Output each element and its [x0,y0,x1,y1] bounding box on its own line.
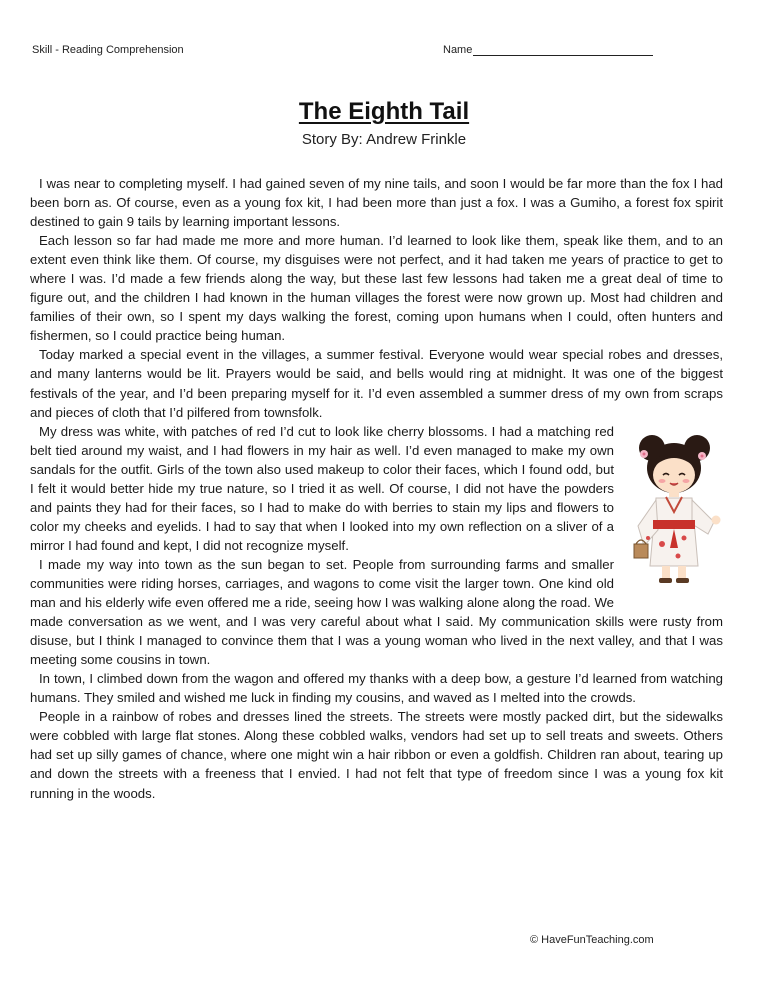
copyright-footer: © HaveFunTeaching.com [530,934,654,946]
girl-illustration [622,426,727,596]
paragraph-5: I made my way into town as the sun began to set. People from surrounding farms and smaller communities were riding horses, carriages, and wagons to come visit the larger town. One kind old man and his elderly wife even offered me a ride, seeing how I was walking alone along the road. We made conversation as we went, and I was very careful about what I said. My communication skills were rusty from disuse, but I think I managed to convince them that I was a young woman who lived in the next valley, and that I was meeting some cousins in town. [30,556,723,668]
paragraph-2: Each lesson so far had made me more and more human. I’d learned to look like them, speak like them, and to an extent even think like them. Of course, my disguises were not perfect, and it had taken me years of practice to get to where I was. I’d made a few friends along the way, but these last few lessons had taken me a great deal of time to figure out, and the children I had known in the human villages the forest were now grown up. Most had children and families of their own, so I spent my days walking the forest, coming upon humans when I could, often hunters and fishermen, so I could practice being human. [30,233,723,344]
name-blank-line[interactable] [473,44,653,56]
name-field [443,44,653,56]
paragraph-1: I was near to completing myself. I had gained seven of my nine tails, and soon I would be far more than the fox I had been born as. Of course, even as a young fox kit, I had been more than just a fox. I was a Gumiho, a forest fox spirit destined to gain 9 tails by learning important lessons. [30,176,723,230]
paragraph-3: Today marked a special event in the villages, a summer festival. Everyone would wear special robes and dresses, and many lanterns would be lit. Prayers would be said, and bells would ring at midnight. It was one of the biggest festivals of the year, and I’d been preparing myself for it. I’d even assembled a summer dress of my own from scraps and pieces of cloth that I’d pilfered from townsfolk. [30,347,723,420]
girl-in-kimono-icon [622,426,727,596]
story-title: The Eighth Tail [298,98,470,125]
skill-label: Skill - Reading Comprehension [32,44,184,56]
story-byline: Story By: Andrew Frinkle [301,131,467,148]
story-body [30,174,723,803]
paragraph-4: My dress was white, with patches of red I’d cut to look like cherry blossoms. I had a matching red belt tied around my waist, and I had flowers in my hair as well. I’d even managed to make my own sandals for the outfit. Girls of the town also used makeup to color their faces, which I found odd, but I felt it would better hide my true nature, so I tried it as well. Of course, I did not have the powders and paints they had for their faces, so I had to make do with berries to stain my lips and flowers to color my cheeks and eyelids. I had to say that when I looked into my own reflection on a sliver of a mirror I had found and kept, I did not recognize myself. [30,423,614,553]
paragraph-7: People in a rainbow of robes and dresses lined the streets. The streets were mostly packed dirt, but the sidewalks were cobbled with large flat stones. Along these cobbled walks, vendors had set up to sell treats and sweets. Others had set up silly games of chance, where one might win a hair ribbon or even a goldfish. Children ran about, tearing up and down the streets with a freeness that I envied. I had not felt that type of freedom since I was a young fox kit running in the woods. [30,709,723,801]
paragraph-6: In town, I climbed down from the wagon and offered my thanks with a deep bow, a gesture I’d learned from watching humans. They smiled and wished me luck in finding my cousins, and waved as I melted into the crowds. [30,671,723,706]
name-label: Name [443,44,473,56]
